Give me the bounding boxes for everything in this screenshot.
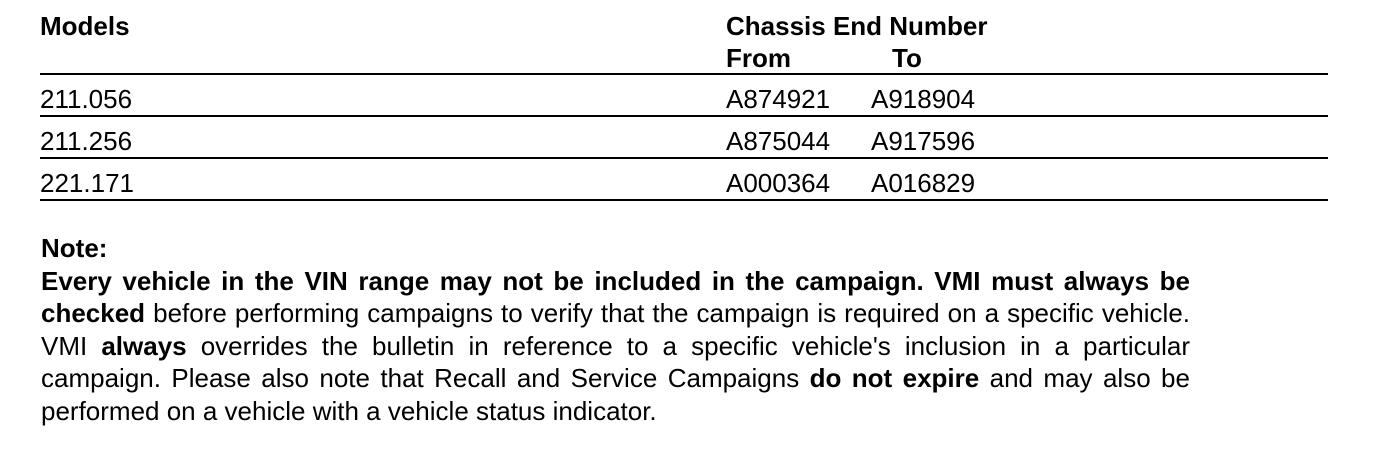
note-segment: always — [101, 330, 187, 361]
cell-from: A000364 — [726, 168, 831, 198]
header-from: From — [726, 43, 791, 73]
cell-to: A016829 — [871, 168, 976, 198]
note-segment: and may also be performed on a vehicle with a vehicle status indicator. — [41, 363, 1190, 426]
note-title: Note: — [41, 233, 108, 263]
cell-to: A917596 — [871, 126, 976, 156]
cell-from: A874921 — [726, 84, 831, 114]
note-segment: overrides the bulletin in reference to a specific vehicle's inclusion in a particular campaign. Please also note that Recall and Service Campaigns — [41, 330, 1190, 393]
note-section — [41, 232, 1190, 427]
header-chassis-end-number: Chassis End Number — [726, 11, 988, 41]
table-row — [40, 75, 1328, 117]
chassis-range-table — [40, 10, 1328, 201]
note-body — [41, 265, 1190, 428]
table-row — [40, 117, 1328, 159]
cell-model: 211.056 — [40, 84, 133, 114]
cell-from: A875044 — [726, 126, 831, 156]
cell-model: 211.256 — [40, 126, 133, 156]
cell-model: 221.171 — [40, 168, 134, 198]
cell-to: A918904 — [871, 84, 976, 114]
note-segment: Every vehicle in the VIN range may not be included in the campaign. VMI must always be checked — [41, 265, 1190, 328]
table-header — [40, 10, 1328, 75]
header-models: Models — [40, 11, 130, 41]
table-row — [40, 159, 1328, 201]
header-to: To — [892, 43, 922, 73]
note-segment: do not expire — [809, 363, 980, 393]
note-segment: before performing campaigns to verify that the campaign is required on a specific vehicle. VMI — [41, 298, 1190, 361]
